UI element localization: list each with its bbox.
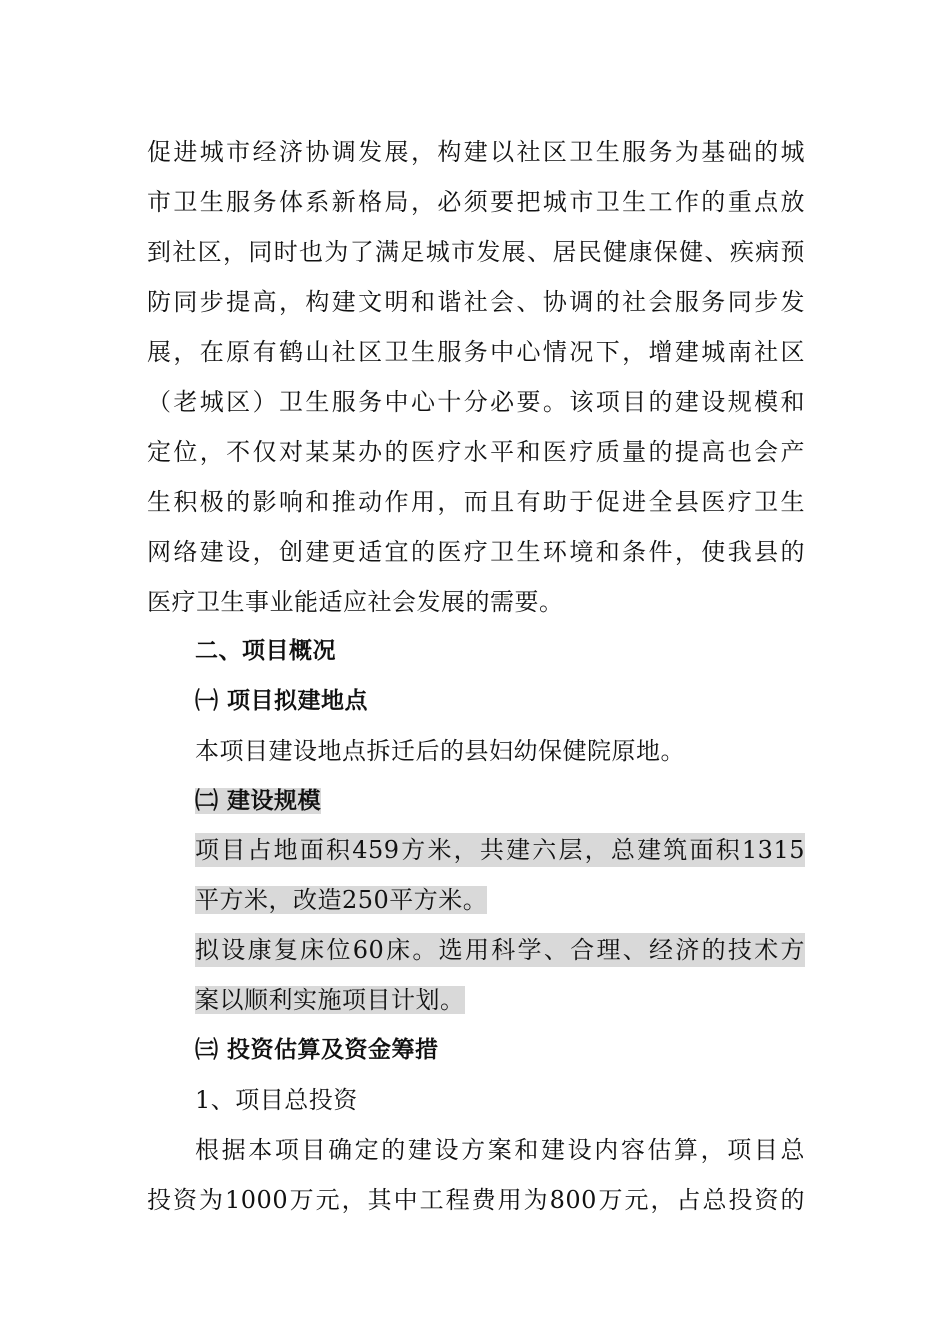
paragraph-line: 定位，不仅对某某办的医疗水平和医疗质量的提高也会产 bbox=[147, 438, 805, 466]
subsection-heading: ㈢ 投资估算及资金筹措 bbox=[195, 1037, 439, 1063]
paragraph-line: 市卫生服务体系新格局，必须要把城市卫生工作的重点放 bbox=[147, 188, 805, 216]
paragraph-line: 防同步提高，构建文明和谐社会、协调的社会服务同步发 bbox=[147, 288, 805, 316]
paragraph-line: 根据本项目确定的建设方案和建设内容估算，项目总 bbox=[195, 1136, 805, 1164]
paragraph-line: （老城区）卫生服务中心十分必要。该项目的建设规模和 bbox=[147, 388, 805, 416]
paragraph-line: 本项目建设地点拆迁后的县妇幼保健院原地。 bbox=[195, 737, 685, 765]
section-heading: 二、项目概况 bbox=[195, 638, 336, 664]
highlighted-text: 平方米，改造250平方米。 bbox=[195, 886, 488, 914]
list-item: 1、项目总投资 bbox=[195, 1086, 358, 1114]
paragraph-line: 展，在原有鹤山社区卫生服务中心情况下，增建城南社区 bbox=[147, 338, 805, 366]
paragraph-line: 网络建设，创建更适宜的医疗卫生环境和条件，使我县的 bbox=[147, 538, 805, 566]
paragraph-line: 促进城市经济协调发展，构建以社区卫生服务为基础的城 bbox=[147, 138, 805, 166]
paragraph-line: 到社区，同时也为了满足城市发展、居民健康保健、疾病预 bbox=[147, 238, 805, 266]
paragraph-line: 医疗卫生事业能适应社会发展的需要。 bbox=[147, 588, 564, 616]
highlighted-paragraph-line: 项目占地面积459方米，共建六层，总建筑面积1315 bbox=[195, 833, 805, 867]
paragraph-line bbox=[195, 983, 465, 1017]
highlighted-text: ㈡ 建设规模 bbox=[195, 788, 322, 814]
subsection-heading bbox=[195, 784, 321, 818]
paragraph-line: 投资为1000万元，其中工程费用为800万元，占总投资的 bbox=[147, 1186, 805, 1214]
highlighted-text: 案以顺利实施项目计划。 bbox=[195, 986, 465, 1014]
highlighted-paragraph-line: 拟设康复床位60床。选用科学、合理、经济的技术方 bbox=[195, 933, 805, 967]
paragraph-line bbox=[195, 883, 487, 917]
subsection-heading: ㈠ 项目拟建地点 bbox=[195, 688, 369, 714]
paragraph-line: 生积极的影响和推动作用，而且有助于促进全县医疗卫生 bbox=[147, 488, 805, 516]
